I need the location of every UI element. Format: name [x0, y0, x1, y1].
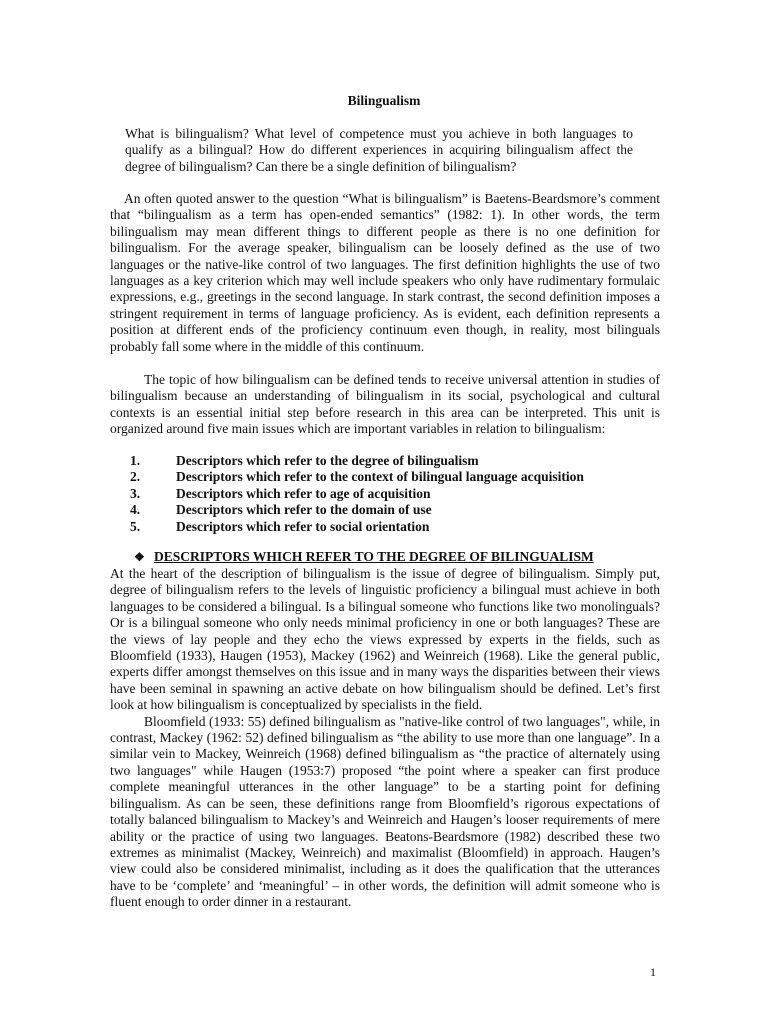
list-item — [130, 453, 670, 469]
list-item — [130, 486, 670, 502]
paragraph-definition: An often quoted answer to the question “What is bilingualism” is Baetens-Beardsmore’s comment that “bilingualism as a term has open-ended semantics” (1982: 1). In other words, the term bilingualism may mean different things to different people as there is no one definition for bilingualism. For the average speaker, bilingualism can be loosely defined as the use of two languages or the native-like control of two languages. The first definition highlights the use of two languages as a key criterion which may well include speakers who only have rudimentary formulaic expressions, e.g., greetings in the second language. In stark contrast, the second definition imposes a stringent requirement in terms of language proficiency. As is evident, each definition represents a position at different ends of the proficiency continuum even though, in reality, most bilinguals probably fall some where in the middle of this continuum. — [110, 191, 660, 354]
list-item-number: 4. — [130, 502, 141, 518]
intro-questions: What is bilingualism? What level of competence must you achieve in both languages to qualify as a bilingual? How do different experiences in acquiring bilingualism affect the degree of bilingualism? Can there be a single definition of bilingualism? — [125, 126, 633, 174]
list-item-number: 5. — [130, 518, 141, 534]
diamond-bullet-icon: ❖ — [134, 550, 145, 564]
section-heading-text: DESCRIPTORS WHICH REFER TO THE DEGREE OF BILINGUALISM — [154, 549, 594, 564]
section-body — [110, 566, 660, 911]
page-number: 1 — [650, 965, 656, 979]
list-item — [130, 519, 670, 535]
paragraph-topic: The topic of how bilingualism can be defined tends to receive universal attention in studies of bilingualism because an understanding of bilingualism in its social, psychological and cultural contexts is an essential initial step before research in this area can be interpreted. This unit is organized around five main issues which are important variables in relation to bilingualism: — [110, 372, 660, 437]
list-item-text: Descriptors which refer to the context of bilingual language acquisition — [176, 469, 584, 485]
section-paragraph-degree: At the heart of the description of bilingualism is the issue of degree of bilingualism. Simply put, degree of bilingualism refers to the levels of linguistic proficiency a bilingual must achieve in both languages to be considered a bilingual. Is a bilingual someone who functions like two monolinguals? Or is a bilingual someone who only needs minimal proficiency in one or both languages? These are the views of lay people and they echo the views expressed by experts in the fields, such as Bloomfield (1933), Haugen (1953), Mackey (1962) and Weinreich (1968). Like the general public, experts differ amongst themselves on this issue and in many ways the disparities between their views have been seminal in spawning an active debate on how bilingualism should be defined. Let’s first look at how bilingualism is conceptualized by specialists in the field. — [110, 566, 660, 713]
list-item-number: 2. — [130, 469, 141, 485]
list-item — [130, 502, 670, 518]
section-heading — [134, 549, 594, 565]
list-item-text: Descriptors which refer to age of acquisition — [176, 485, 431, 501]
list-item-text: Descriptors which refer to social orientation — [176, 518, 430, 534]
section-paragraph-definitions: Bloomfield (1933: 55) defined bilingualism as "native-like control of two languages", while, in contrast, Mackey (1962: 52) defined bilingualism as “the ability to use more than one language”. In a similar vein to Mackey, Weinreich (1968) defined bilingualism as “the practice of alternately using two languages" while Haugen (1953:7) proposed “the point where a speaker can first produce complete meaningful utterances in the other language” to be a starting point for defining bilingualism. As can be seen, these definitions range from Bloomfield’s rigorous expectations of totally balanced bilingualism to Mackey’s and Weinreich and Haugen’s looser requirements of mere ability or the practice of using two languages. Beatons-Beardsmore (1982) described these two extremes as minimalist (Mackey, Weinreich) and maximalist (Bloomfield) in approach. Haugen’s view could also be considered minimalist, including as it does the qualification that the utterances have to be ‘complete’ and ‘meaningful’ – in other words, the definition will admit someone who is fluent enough to order dinner in a restaurant. — [110, 713, 660, 910]
document-title: Bilingualism — [347, 93, 421, 108]
issues-list — [130, 453, 670, 535]
list-item-number: 3. — [130, 485, 141, 501]
list-item-text: Descriptors which refer to the domain of use — [176, 502, 432, 518]
list-item-text: Descriptors which refer to the degree of bilingualism — [176, 453, 479, 468]
list-item-number: 1. — [130, 453, 141, 468]
list-item — [130, 469, 670, 485]
